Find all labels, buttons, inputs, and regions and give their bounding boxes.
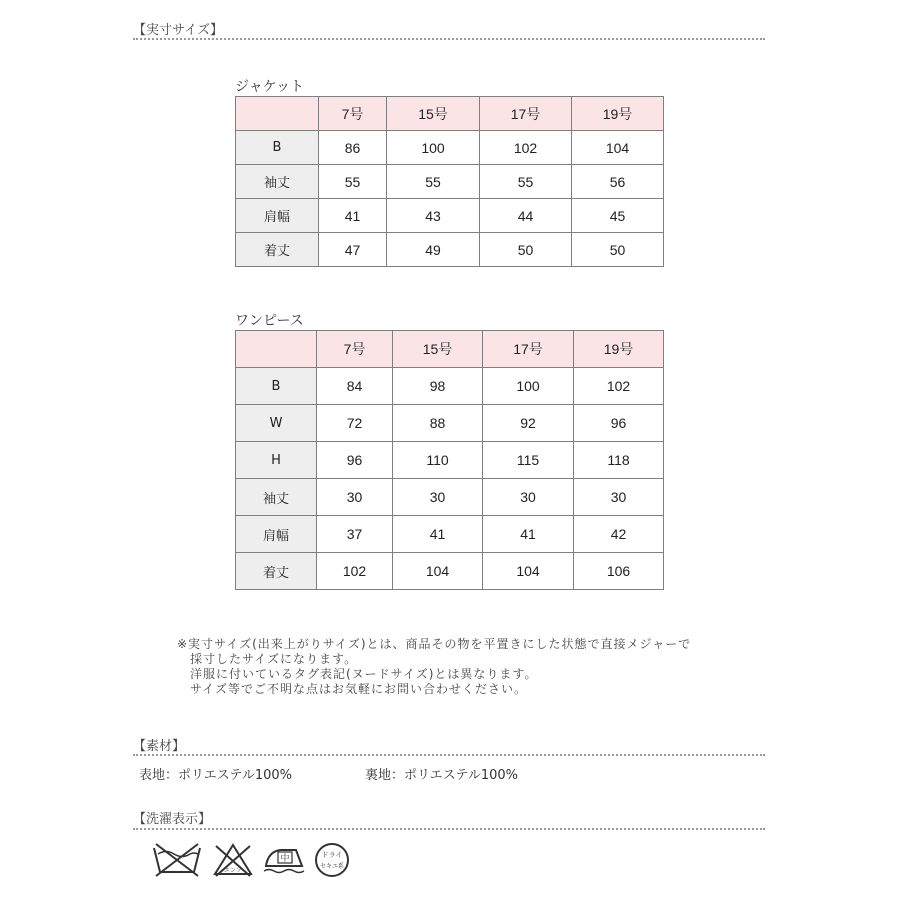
table-cell: 56 bbox=[572, 165, 664, 199]
svg-text:中: 中 bbox=[280, 854, 290, 864]
table-row bbox=[236, 442, 664, 479]
table-cell: 104 bbox=[572, 131, 664, 165]
dotted-divider bbox=[133, 754, 765, 756]
table-row bbox=[236, 199, 664, 233]
onepiece-col-header: 17号 bbox=[483, 331, 574, 368]
row-label: 着丈 bbox=[236, 553, 317, 590]
table-cell: 98 bbox=[393, 368, 483, 405]
dotted-divider bbox=[133, 38, 765, 40]
table-cell: 41 bbox=[483, 516, 574, 553]
note-line: ※実寸サイズ(出来上がりサイズ)とは、商品その物を平置きにした状態で直接メジャーで bbox=[177, 637, 692, 651]
table-cell: 92 bbox=[483, 405, 574, 442]
table-cell: 115 bbox=[483, 442, 574, 479]
table-cell: 104 bbox=[483, 553, 574, 590]
table-cell: 100 bbox=[483, 368, 574, 405]
table-row bbox=[236, 368, 664, 405]
table-cell: 50 bbox=[480, 233, 572, 267]
table-cell: 30 bbox=[574, 479, 664, 516]
table-cell: 43 bbox=[387, 199, 480, 233]
row-label: 着丈 bbox=[236, 233, 319, 267]
row-label: 袖丈 bbox=[236, 165, 319, 199]
jacket-corner-cell bbox=[236, 97, 319, 131]
table-cell: 30 bbox=[483, 479, 574, 516]
table-cell: 96 bbox=[317, 442, 393, 479]
svg-text:セキユ系: セキユ系 bbox=[319, 863, 345, 870]
row-label: W bbox=[236, 405, 317, 442]
table-cell: 55 bbox=[319, 165, 387, 199]
table-cell: 72 bbox=[317, 405, 393, 442]
note-line: サイズ等でご不明な点はお気軽にお問い合わせください。 bbox=[190, 682, 528, 696]
table-row bbox=[236, 516, 664, 553]
jacket-table-title: ジャケット bbox=[235, 79, 305, 95]
outer-material: 表地：ポリエステル100% bbox=[139, 768, 292, 783]
table-cell: 86 bbox=[319, 131, 387, 165]
table-cell: 84 bbox=[317, 368, 393, 405]
table-cell: 100 bbox=[387, 131, 480, 165]
dotted-divider bbox=[133, 828, 765, 830]
table-row bbox=[236, 405, 664, 442]
no-wash-icon bbox=[152, 842, 202, 878]
table-cell: 37 bbox=[317, 516, 393, 553]
table-cell: 96 bbox=[574, 405, 664, 442]
row-label: 袖丈 bbox=[236, 479, 317, 516]
dry-clean-petroleum-icon bbox=[312, 842, 352, 878]
care-section-heading: 【洗濯表示】 bbox=[133, 812, 212, 827]
note-line: 洋服に付いているタグ表記(ヌードサイズ)とは異なります。 bbox=[190, 667, 538, 681]
material-section-heading: 【素材】 bbox=[133, 739, 186, 754]
table-cell: 102 bbox=[480, 131, 572, 165]
table-cell: 45 bbox=[572, 199, 664, 233]
table-cell: 41 bbox=[319, 199, 387, 233]
row-label: B bbox=[236, 368, 317, 405]
iron-medium-icon bbox=[262, 842, 306, 878]
table-cell: 47 bbox=[319, 233, 387, 267]
jacket-col-header: 19号 bbox=[572, 97, 664, 131]
table-cell: 42 bbox=[574, 516, 664, 553]
table-cell: 49 bbox=[387, 233, 480, 267]
onepiece-header-row bbox=[236, 331, 664, 368]
onepiece-col-header: 7号 bbox=[317, 331, 393, 368]
no-bleach-icon bbox=[212, 842, 254, 878]
size-note bbox=[177, 637, 691, 697]
table-cell: 44 bbox=[480, 199, 572, 233]
table-cell: 30 bbox=[393, 479, 483, 516]
row-label: B bbox=[236, 131, 319, 165]
table-row bbox=[236, 131, 664, 165]
table-row bbox=[236, 233, 664, 267]
jacket-size-table bbox=[235, 96, 664, 267]
onepiece-col-header: 15号 bbox=[393, 331, 483, 368]
table-cell: 102 bbox=[317, 553, 393, 590]
row-label: 肩幅 bbox=[236, 199, 319, 233]
svg-text:ドライ: ドライ bbox=[321, 851, 343, 859]
table-row bbox=[236, 165, 664, 199]
table-cell: 55 bbox=[387, 165, 480, 199]
onepiece-table-title: ワンピース bbox=[235, 313, 304, 329]
jacket-header-row bbox=[236, 97, 664, 131]
jacket-col-header: 15号 bbox=[387, 97, 480, 131]
onepiece-corner-cell bbox=[236, 331, 317, 368]
table-cell: 88 bbox=[393, 405, 483, 442]
table-cell: 50 bbox=[572, 233, 664, 267]
table-cell: 104 bbox=[393, 553, 483, 590]
table-cell: 110 bbox=[393, 442, 483, 479]
row-label: H bbox=[236, 442, 317, 479]
table-row bbox=[236, 479, 664, 516]
note-line: 採寸したサイズになります。 bbox=[190, 652, 358, 666]
table-cell: 41 bbox=[393, 516, 483, 553]
onepiece-col-header: 19号 bbox=[574, 331, 664, 368]
table-row bbox=[236, 553, 664, 590]
svg-text:エンソ: エンソ bbox=[223, 867, 243, 874]
jacket-col-header: 17号 bbox=[480, 97, 572, 131]
lining-material: 裏地：ポリエステル100% bbox=[365, 768, 518, 783]
table-cell: 55 bbox=[480, 165, 572, 199]
table-cell: 106 bbox=[574, 553, 664, 590]
table-cell: 102 bbox=[574, 368, 664, 405]
size-section-heading: 【実寸サイズ】 bbox=[133, 23, 223, 38]
table-cell: 118 bbox=[574, 442, 664, 479]
jacket-col-header: 7号 bbox=[319, 97, 387, 131]
row-label: 肩幅 bbox=[236, 516, 317, 553]
onepiece-size-table bbox=[235, 330, 664, 590]
table-cell: 30 bbox=[317, 479, 393, 516]
